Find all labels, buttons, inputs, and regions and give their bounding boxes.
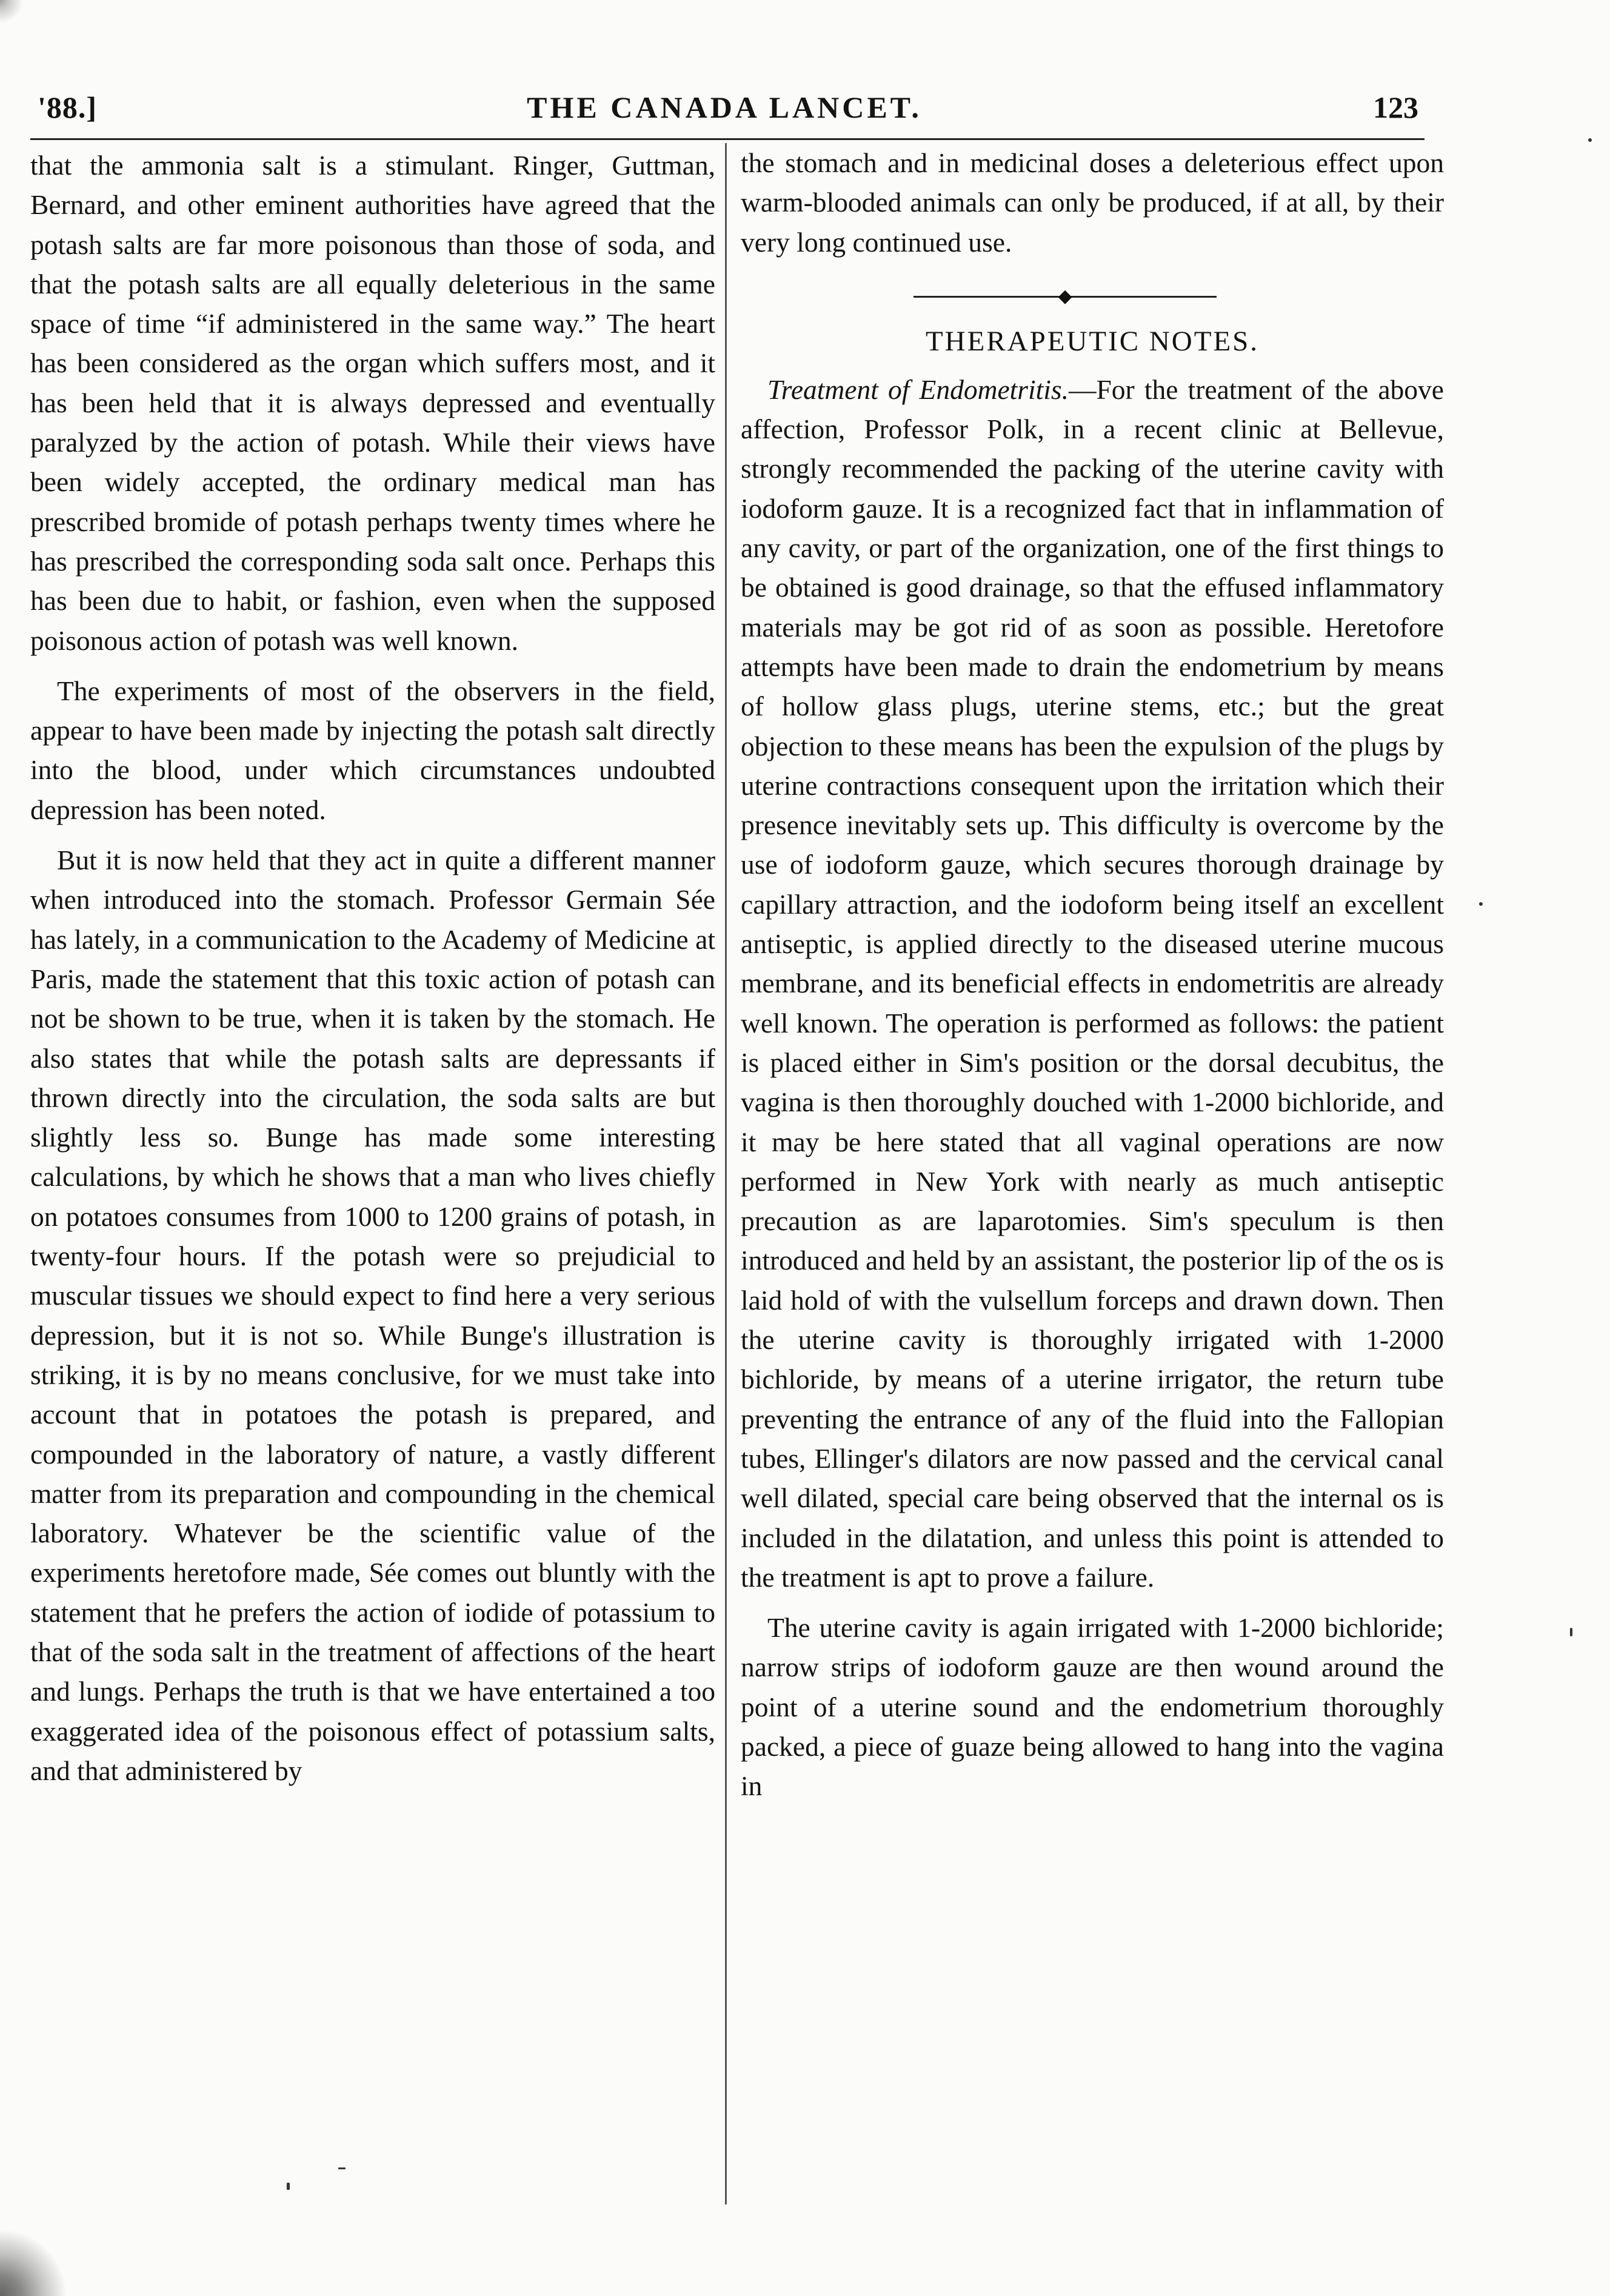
scan-speck	[1588, 138, 1592, 142]
header-rule	[30, 138, 1425, 140]
scan-speck	[1479, 902, 1483, 906]
section-divider	[741, 279, 1444, 315]
right-column	[741, 143, 1444, 1806]
running-header	[30, 85, 1418, 127]
left-column	[30, 146, 715, 1790]
scan-artifact-bottom-left	[0, 2211, 67, 2296]
paragraph: The experiments of most of the observers in the field, appear to have been made by injecting the potash salt directly into the blood, under which circumstances undoubted depression has been noted.	[30, 675, 715, 825]
scan-artifact-top-left	[0, 0, 42, 24]
paragraph	[741, 370, 1444, 1597]
journal-title: THE CANADA LANCET.	[527, 90, 922, 124]
scan-speck	[338, 2167, 346, 2169]
scan-speck	[1570, 1628, 1572, 1636]
page-number: 123	[1373, 90, 1418, 124]
section-heading: THERAPEUTIC NOTES.	[925, 325, 1260, 357]
run-in-title: Treatment of Endometritis.	[767, 373, 1069, 405]
continued-paragraph: the stomach and in medicinal doses a deleterious effect upon warm-blooded animals can only be produced, if at all, by their very long continued use.	[741, 147, 1444, 258]
paragraph: But it is now held that they act in quite a different manner when introduced into the stomach. Professor Germain Sée has lately, in a communication to the Academy of Medicine at Paris, made the statement that this toxic action of potash can not be shown to be true, when it is taken by the stomach. He also states that while the potash salts are depressants if thrown directly into the circulation, the soda salts are but slightly less so. Bunge has made some interesting calculations, by which he shows that a man who lives chiefly on potatoes consumes from 1000 to 1200 grains of potash, in twenty-four hours. If the potash were so prejudicial to muscular tissues we should expect to find here a very serious depression, but it is not so. While Bunge's illustration is striking, it is by no means conclusive, for we must take into account that in potatoes the potash is prepared, and compounded in the laboratory of nature, a vastly different matter from its preparation and compounding in the chemical laboratory. Whatever be the scientific value of the experiments heretofore made, Sée comes out bluntly with the statement that he prefers the action of iodide of potassium to that of the soda salt in the treatment of affections of the heart and lungs. Perhaps the truth is that we have entertained a too exaggerated idea of the poisonous effect of potassium salts, and that administered by	[30, 845, 715, 1786]
paragraph: The uterine cavity is again irrigated with 1-2000 bichloride; narrow strips of iodoform gauze are then wound around the point of a uterine sound and the endometrium thoroughly packed, a piece of guaze being allowed to hang into the vagina in	[741, 1612, 1444, 1802]
paragraph: that the ammonia salt is a stimulant. Ringer, Guttman, Bernard, and other eminent authorities have agreed that the potash salts are far more poisonous than those of soda, and that the potash salts are all equally deleterious in the same space of time “if administered in the same way.” The heart has been considered as the organ which suffers most, and it has been held that it is always depressed and eventually paralyzed by the action of potash. While their views have been widely accepted, the ordinary medical man has prescribed bromide of potash perhaps twenty times where he has prescribed the corresponding soda salt once. Perhaps this has been due to habit, or fashion, even when the supposed poisonous action of potash was well known.	[30, 150, 715, 656]
volume-year: '88.]	[38, 90, 98, 124]
divider-ornament-icon: ◆	[1058, 286, 1072, 306]
paragraph-body: —For the treatment of the above affection, Professor Polk, in a recent clinic at Bellevue, strongly recommended the packing of the uterine cavity with iodoform gauze. It is a recognized fact that in inflammation of any cavity, or part of the organization, one of the first things to be obtained is good drainage, so that the effused inflammatory materials may be got rid of as soon as possible. Heretofore attempts have been made to drain the endometrium by means of hollow glass plugs, uterine stems, etc.; but the great objection to these means has been the expulsion of the plugs by uterine contractions consequent upon the irritation which their presence inevitably sets up. This difficulty is overcome by the use of iodoform gauze, which secures thorough drainage by capillary attraction, and the iodoform being itself an excellent antiseptic, is applied directly to the diseased uterine mucous membrane, and its beneficial effects in endometritis are already well known. The operation is performed as follows: the patient is placed either in Sim's position or the dorsal decubitus, the vagina is then thoroughly douched with 1-2000 bichloride, and it may be here stated that all vaginal operations are now performed in New York with nearly as much antiseptic precaution as are laparotomies. Sim's speculum is then introduced and held by an assistant, the posterior lip of the os is laid hold of with the vulsellum forceps and drawn down. Then the uterine cavity is thoroughly irrigated with 1-2000 bichloride, by means of a uterine irrigator, the return tube preventing the entrance of any of the fluid into the Fallopian tubes, Ellinger's dilators are now passed and the cervical canal well dilated, special care being observed that the internal os is included in the dilatation, and unless this point is attended to the treatment is apt to prove a failure.	[741, 373, 1444, 1593]
scan-speck	[287, 2183, 290, 2190]
column-rule	[725, 143, 727, 2204]
